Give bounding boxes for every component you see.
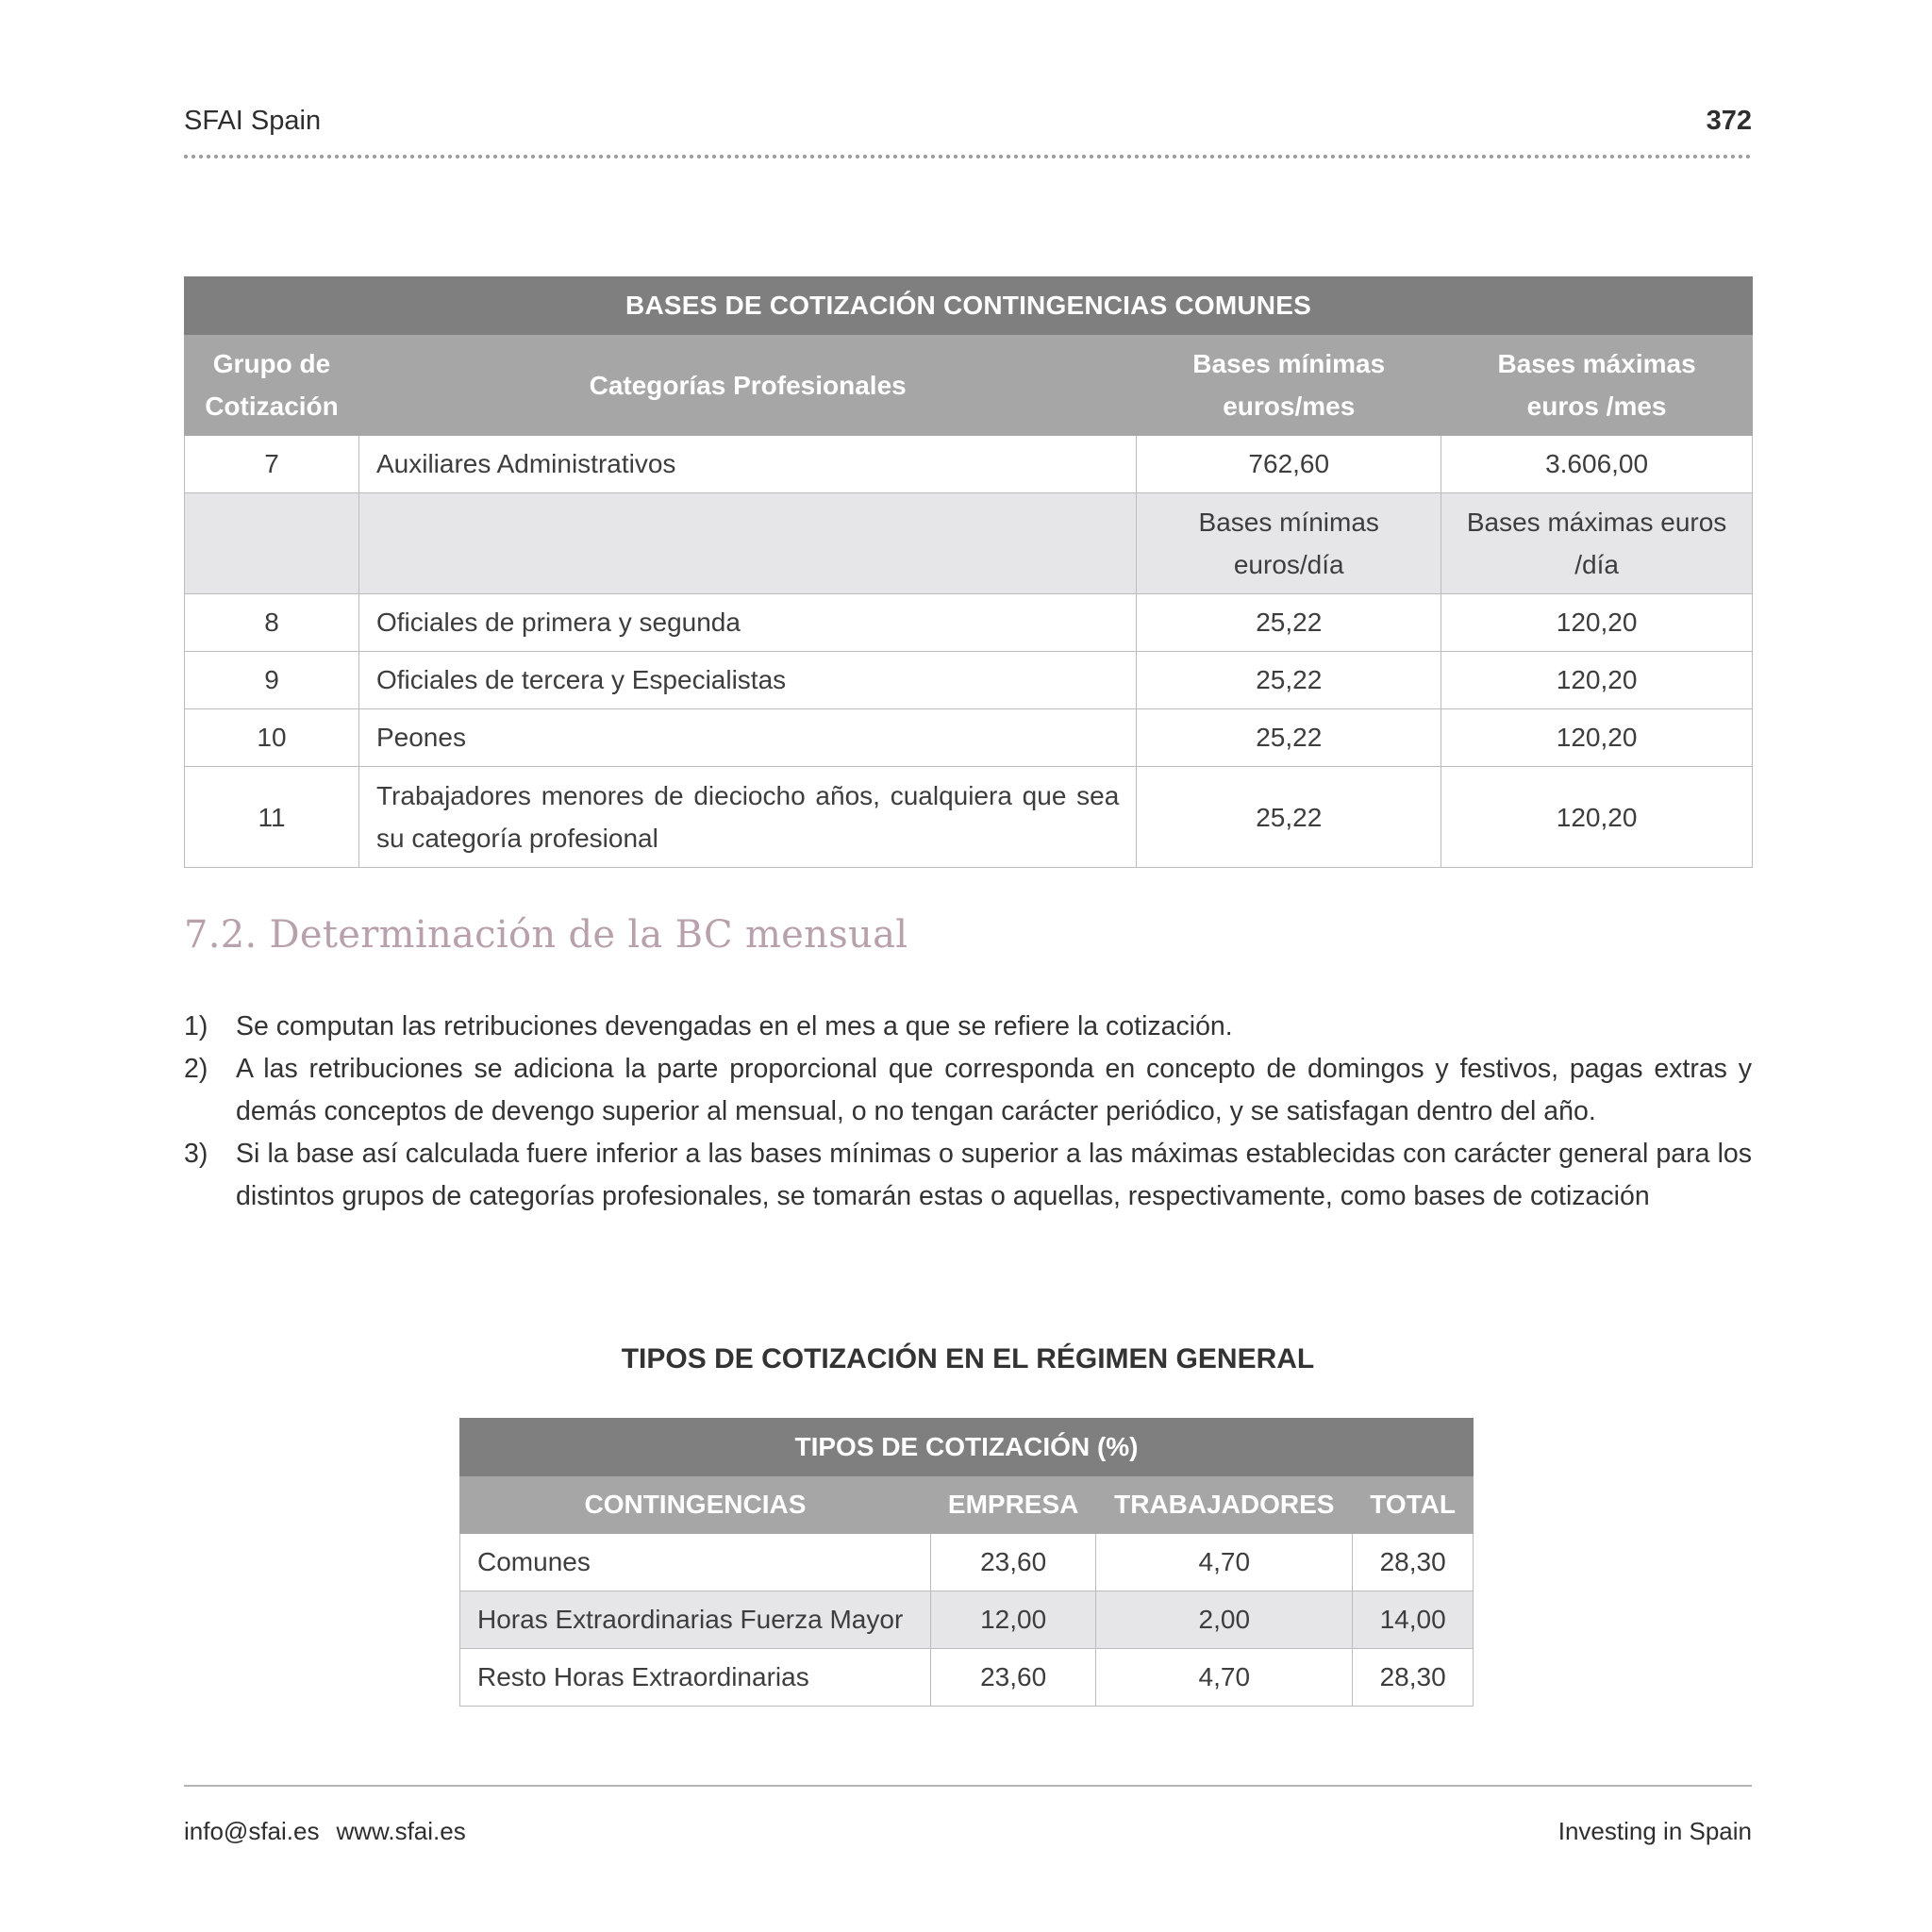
cell-contingencia: Horas Extraordinarias Fuerza Mayor (460, 1591, 931, 1649)
footer-tagline: Investing in Spain (1557, 1817, 1752, 1845)
header-empresa: EMPRESA (930, 1476, 1095, 1534)
list-item-number: 1) (184, 1011, 208, 1041)
header-brand: SFAI Spain (184, 106, 322, 136)
cell-group: 8 (185, 594, 359, 652)
page-header (184, 106, 1752, 147)
header-trabajadores: TRABAJADORES (1096, 1476, 1353, 1534)
cell-category: Oficiales de primera y segunda (358, 594, 1136, 652)
header-contingencias: CONTINGENCIAS (460, 1476, 931, 1534)
header-bases-minimas: Bases mínimas euros/mes (1137, 335, 1441, 436)
table-row (460, 1649, 1474, 1707)
cell-trabajadores: 4,70 (1096, 1649, 1353, 1707)
table-row (185, 436, 1753, 493)
cell-category: Peones (358, 709, 1136, 767)
header-total: TOTAL (1353, 1476, 1474, 1534)
list-item-text: Si la base así calculada fuere inferior a las bases mínimas o superior a las máximas establecidas con carácter general para los distintos grupos de categorías profesionales, se tomarán estas o aquellas, respectivamente, como bases de cotización (236, 1139, 1752, 1211)
subheader-bases-minimas: Bases mínimas euros/día (1137, 493, 1441, 594)
section-heading: 7.2. Determinación de la BC mensual (184, 913, 908, 957)
cell-max: 120,20 (1441, 767, 1753, 868)
cell-empresa: 23,60 (930, 1649, 1095, 1707)
cell-category: Oficiales de tercera y Especialistas (358, 652, 1136, 709)
list-item-text: Se computan las retribuciones devengadas en el mes a que se refiere la cotización. (236, 1011, 1233, 1041)
cell-max: 120,20 (1441, 709, 1753, 767)
table-header-row (185, 335, 1753, 436)
list-item (184, 1006, 1752, 1048)
cell-empty (358, 493, 1136, 594)
cell-group: 9 (185, 652, 359, 709)
table-row (460, 1591, 1474, 1649)
table-title: TIPOS DE COTIZACIÓN (%) (460, 1419, 1474, 1476)
footer-contact (184, 1817, 466, 1846)
header-categorias: Categorías Profesionales (358, 335, 1136, 436)
cell-total: 28,30 (1353, 1534, 1474, 1591)
cell-trabajadores: 2,00 (1096, 1591, 1353, 1649)
table-row (185, 594, 1753, 652)
header-dotted-rule (184, 155, 1752, 162)
table-row (185, 709, 1753, 767)
table-subheader-row (185, 493, 1753, 594)
cell-empty (185, 493, 359, 594)
cell-contingencia: Resto Horas Extraordinarias (460, 1649, 931, 1707)
header-grupo: Grupo de Cotización (185, 335, 359, 436)
cell-total: 28,30 (1353, 1649, 1474, 1707)
cell-max: 120,20 (1441, 652, 1753, 709)
table-row (185, 652, 1753, 709)
cell-group: 7 (185, 436, 359, 493)
header-bases-maximas: Bases máximas euros /mes (1441, 335, 1753, 436)
list-item (184, 1133, 1752, 1218)
numbered-list (184, 1006, 1752, 1218)
table-title: BASES DE COTIZACIÓN CONTINGENCIAS COMUNES (185, 277, 1753, 335)
cell-group: 10 (185, 709, 359, 767)
table-row (185, 767, 1753, 868)
footer-website-link[interactable]: www.sfai.es (336, 1817, 466, 1845)
cell-group: 11 (185, 767, 359, 868)
cell-empresa: 12,00 (930, 1591, 1095, 1649)
list-item-text: A las retribuciones se adiciona la parte proporcional que corresponda en concepto de domingos y festivos, pagas extras y demás conceptos de devengo superior al mensual, o no tengan carácter periódico, y se satisfagan dentro del año. (236, 1054, 1752, 1126)
footer-email-link[interactable]: info@sfai.es (184, 1817, 320, 1845)
cell-min: 25,22 (1137, 709, 1441, 767)
page-number: 372 (1706, 106, 1752, 136)
cell-min: 25,22 (1137, 594, 1441, 652)
cell-empresa: 23,60 (930, 1534, 1095, 1591)
cell-min: 25,22 (1137, 652, 1441, 709)
tipos-subtitle: TIPOS DE COTIZACIÓN EN EL RÉGIMEN GENERAL (621, 1343, 1315, 1374)
cell-category: Auxiliares Administrativos (358, 436, 1136, 493)
footer-rule (184, 1785, 1752, 1787)
list-item (184, 1048, 1752, 1133)
list-item-number: 3) (184, 1139, 208, 1169)
cell-contingencia: Comunes (460, 1534, 931, 1591)
list-item-number: 2) (184, 1054, 208, 1084)
table-header-row (460, 1476, 1474, 1534)
bases-cotizacion-table (184, 276, 1753, 868)
cell-max: 120,20 (1441, 594, 1753, 652)
subheader-bases-maximas: Bases máximas euros /día (1441, 493, 1753, 594)
cell-trabajadores: 4,70 (1096, 1534, 1353, 1591)
cell-category: Trabajadores menores de dieciocho años, cualquiera que sea su categoría profesional (358, 767, 1136, 868)
table-row (460, 1534, 1474, 1591)
tipos-cotizacion-table (459, 1418, 1474, 1707)
cell-min: 25,22 (1137, 767, 1441, 868)
cell-min: 762,60 (1137, 436, 1441, 493)
cell-max: 3.606,00 (1441, 436, 1753, 493)
cell-total: 14,00 (1353, 1591, 1474, 1649)
table-title-row (460, 1419, 1474, 1476)
table-title-row (185, 277, 1753, 335)
